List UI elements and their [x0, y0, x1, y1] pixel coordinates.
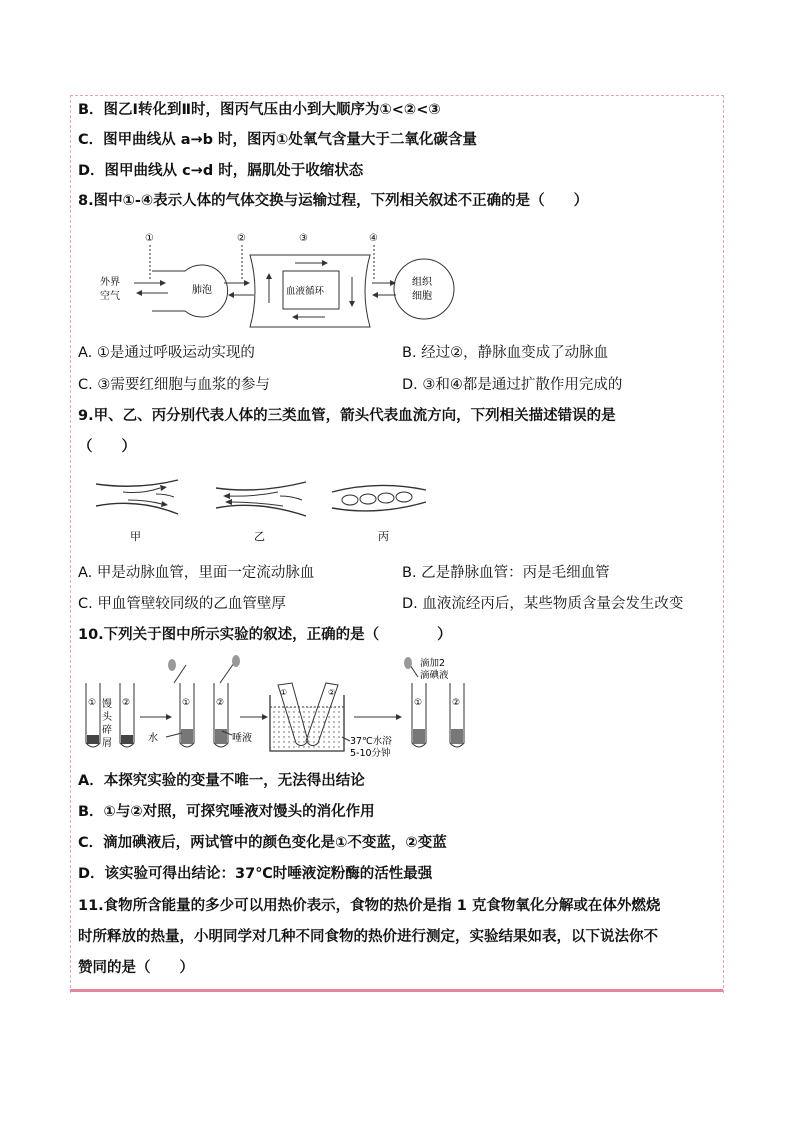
q9-option-a: A. 甲是动脉血管，里面一定流动脉血 [78, 565, 315, 581]
q7-option-d: D．图甲曲线从 c→d 时，膈肌处于收缩状态 [78, 163, 364, 179]
q8-stem: 8.图中①-④表示人体的气体交换与运输过程，下列相关叙述不正确的是（ ） [78, 193, 589, 209]
q9-option-d: D. 血液流经丙后，某些物质含量会发生改变 [402, 596, 684, 612]
q10-water-label: 水 [148, 733, 158, 744]
q7-option-b: B．图乙Ⅰ转化到Ⅱ时，图丙气压由小到大顺序为①<②<③ [78, 102, 441, 118]
q11-line-1: 11.食物所含能量的多少可以用热价表示，食物的热价是指 1 克食物氧化分解或在体外燃烧 [78, 898, 661, 914]
q10-tube1-label-d: ① [414, 698, 423, 708]
q10-tube1-label-b: ① [182, 698, 191, 708]
q8-circulation-label: 血液循环 [286, 286, 325, 297]
q10-option-d: D．该实验可得出结论：37℃时唾液淀粉酶的活性最强 [78, 866, 433, 882]
q10-option-a: A．本探究实验的变量不唯一，无法得出结论 [78, 773, 365, 789]
q10-bread-1: 馒 [102, 699, 112, 710]
q9-option-b: B. 乙是静脉血管：丙是毛细血管 [402, 565, 610, 581]
q10-tube2-label-a: ② [122, 698, 131, 708]
q8-outside-air-1: 外界 [100, 277, 120, 288]
q10-stem: 10.下列关于图中所示实验的叙述，正确的是（ ） [78, 627, 452, 643]
q8-tissue-label-1: 组织 [412, 277, 432, 288]
q9-stem: 9.甲、乙、丙分别代表人体的三类血管，箭头代表血流方向，下列相关描述错误的是 [78, 408, 616, 424]
q10-bread-2: 头 [102, 712, 112, 723]
q10-option-c: C．滴加碘液后，两试管中的颜色变化是①不变蓝，②变蓝 [78, 835, 447, 851]
q10-iodine-label-2: 滴碘液 [420, 670, 449, 681]
q10-tube2-label-d: ② [452, 698, 461, 708]
q8-option-c: C. ③需要红细胞与血浆的参与 [78, 377, 270, 393]
q10-tube2-label-b: ② [216, 698, 225, 708]
q9-paren: （ ） [78, 439, 136, 455]
q9-blood-vessels-diagram [88, 472, 448, 550]
q9-option-c: C. 甲血管壁较同级的乙血管壁厚 [78, 596, 286, 612]
q7-option-c: C．图甲曲线从 a→b 时，图丙①处氧气含量大于二氧化碳含量 [78, 132, 477, 148]
q8-tissue-label-2: 细胞 [412, 291, 432, 302]
q8-option-a: A. ①是通过呼吸运动实现的 [78, 345, 255, 361]
q8-gas-exchange-diagram [90, 225, 490, 330]
q8-alveoli-label: 肺泡 [192, 285, 212, 296]
q10-bath-label-2: 5-10分钟 [350, 748, 391, 757]
bottom-rule [70, 989, 723, 992]
q8-outside-air-2: 空气 [100, 291, 120, 302]
q10-tube1-label-a: ① [88, 698, 97, 708]
q10-option-b: B．①与②对照，可探究唾液对馒头的消化作用 [78, 804, 375, 820]
q9-label-jia: 甲 [130, 530, 141, 543]
q10-saliva-label: 唾液 [232, 733, 252, 744]
q10-iodine-label-1: 滴加2 [420, 658, 446, 669]
q10-experiment-diagram [82, 655, 482, 757]
q8-option-b: B. 经过②，静脉血变成了动脉血 [402, 345, 609, 361]
q10-bread-3: 碎 [102, 725, 112, 736]
q8-marker-2: ② [237, 233, 246, 244]
q9-label-yi: 乙 [254, 530, 265, 543]
q10-bath-label-1: 37℃水浴 [350, 736, 392, 747]
q9-label-bing: 丙 [378, 530, 389, 543]
q11-line-3: 赞同的是（ ） [78, 960, 194, 976]
q8-marker-3: ③ [299, 233, 308, 244]
q11-line-2: 时所释放的热量，小明同学对几种不同食物的热价进行测定，实验结果如表，以下说法你不 [78, 929, 658, 945]
q8-option-d: D. ③和④都是通过扩散作用完成的 [402, 377, 623, 393]
q8-marker-1: ① [145, 233, 154, 244]
q8-marker-4: ④ [369, 233, 378, 244]
q10-tube1-label-c: ① [280, 688, 288, 697]
q10-bread-4: 屑 [102, 738, 112, 749]
q10-tube2-label-c: ② [328, 688, 336, 697]
